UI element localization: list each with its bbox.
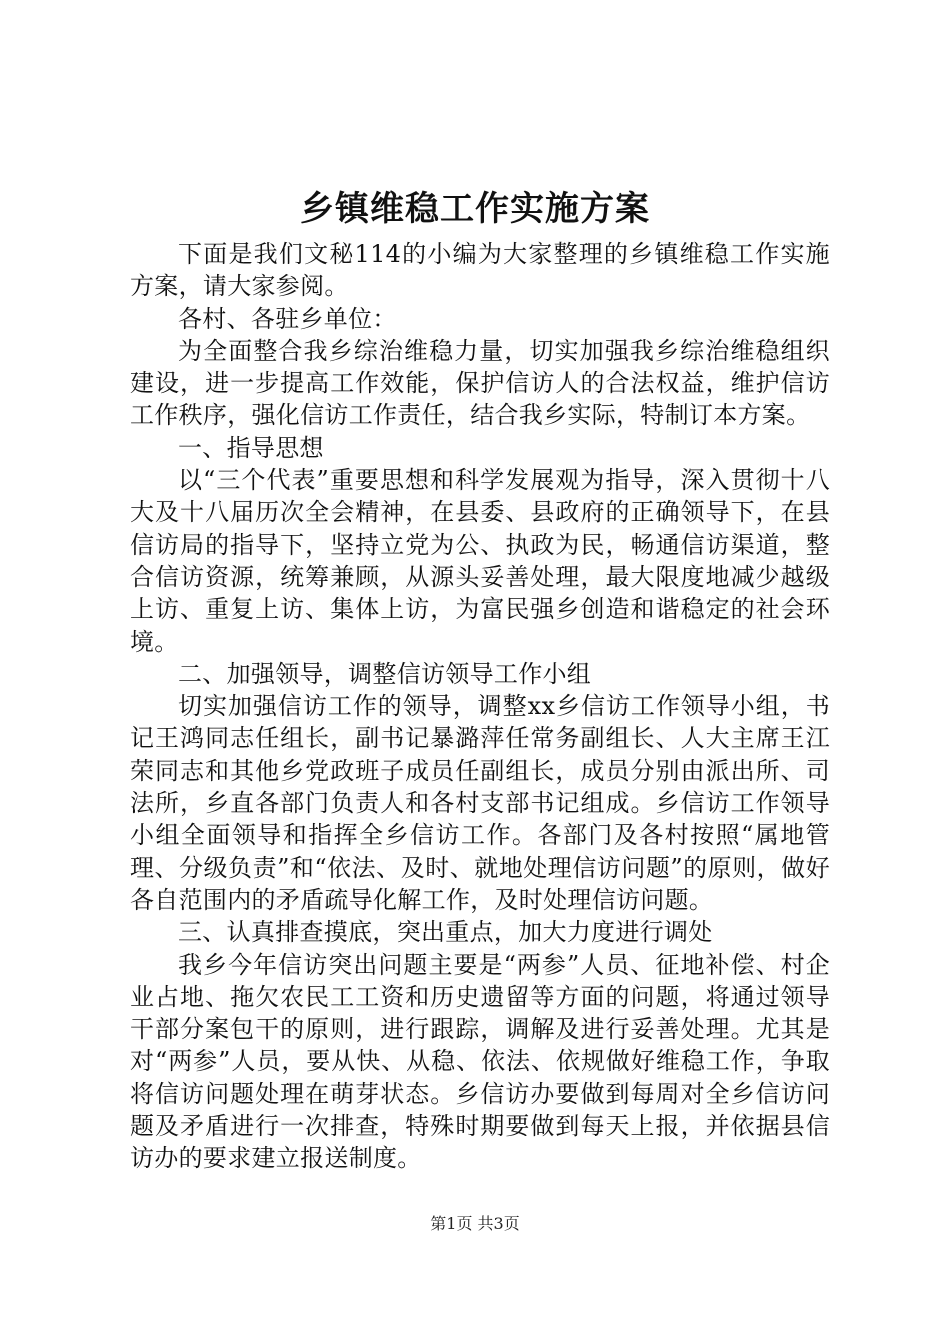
- salutation: 各村、各驻乡单位：: [178, 304, 397, 333]
- intro-paragraph: 下面是我们文秘114的小编为大家整理的乡镇维稳工作实施方案，请大家参阅。: [130, 240, 830, 301]
- section-heading-1: 一、指导思想: [178, 433, 324, 462]
- section-paragraph-3: 我乡今年信访突出问题主要是“两参”人员、征地补偿、村企业占地、拖欠农民工工资和历史遗留等方面的问题，将通过领导干部分案包干的原则，进行跟踪，调解及进行妥善处理。尤其是对“两参”人员，要从快、从稳、依法、依规做好维稳工作，争取将信访问题处理在萌芽状态。乡信访办要做到每周对全乡信访问题及矛盾进行一次排查，特殊时期要做到每天上报，并依据县信访办的要求建立报送制度。: [130, 950, 830, 1173]
- document-title: 乡镇维稳工作实施方案: [300, 189, 650, 229]
- page-number: 第1页 共3页: [430, 1214, 520, 1233]
- section-heading-3: 三、认真排查摸底，突出重点，加大力度进行调处: [178, 918, 713, 947]
- section-paragraph-1: 以“三个代表”重要思想和科学发展观为指导，深入贯彻十八大及十八届历次全会精神，在县委、县政府的正确领导下，在县信访局的指导下，坚持立党为公、执政为民，畅通信访渠道，整合信访资源，统筹兼顾，从源头妥善处理，最大限度地减少越级上访、重复上访、集体上访，为富民强乡创造和谐稳定的社会环境。: [130, 466, 830, 656]
- section-heading-2: 二、加强领导，调整信访领导工作小组: [178, 659, 592, 688]
- document-body: [130, 238, 830, 1175]
- purpose-paragraph: 为全面整合我乡综治维稳力量，切实加强我乡综治维稳组织建设，进一步提高工作效能，保护信访人的合法权益，维护信访工作秩序，强化信访工作责任，结合我乡实际，特制订本方案。: [130, 336, 830, 430]
- section-paragraph-2: 切实加强信访工作的领导，调整xx乡信访工作领导小组，书记王鸿同志任组长，副书记暴潞萍任常务副组长、人大主席王江荣同志和其他乡党政班子成员任副组长，成员分别由派出所、司法所，乡直各部门负责人和各村支部书记组成。乡信访工作领导小组全面领导和指挥全乡信访工作。各部门及各村按照“属地管理、分级负责”和“依法、及时、就地处理信访问题”的原则，做好各自范围内的矛盾疏导化解工作，及时处理信访问题。: [130, 692, 830, 914]
